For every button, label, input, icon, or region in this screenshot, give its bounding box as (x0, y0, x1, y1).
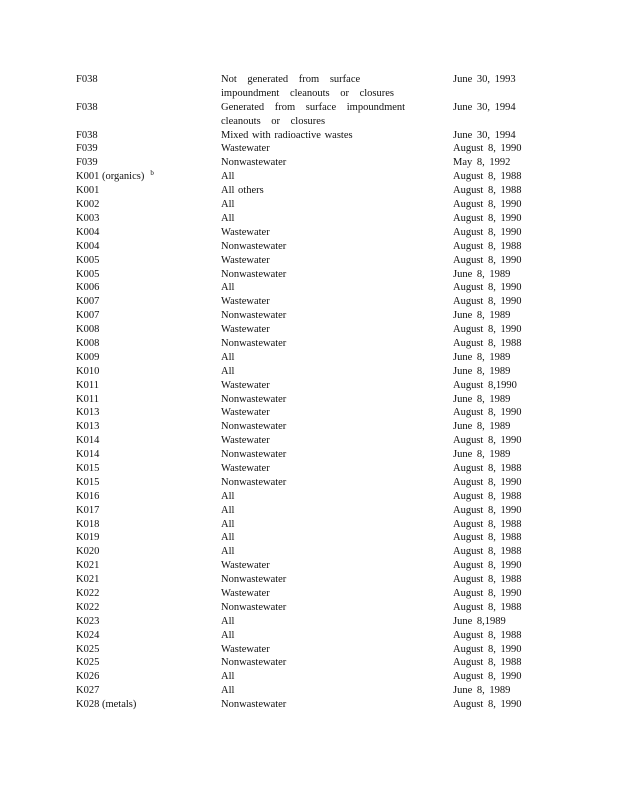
table-row (0, 170, 618, 184)
table-row (0, 656, 618, 670)
waste-description: Wastewater (221, 143, 270, 155)
effective-date: August 8, 1990 (453, 296, 522, 308)
waste-description: Wastewater (221, 296, 270, 308)
effective-date: August 8, 1990 (453, 254, 522, 266)
waste-code (76, 504, 99, 518)
waste-code-text: K005 (76, 268, 100, 280)
waste-description: Generated from surface impoundment cleanouts or closures (221, 101, 406, 127)
table-row (0, 156, 618, 170)
effective-date: June 30, 1993 (453, 74, 516, 85)
table-row (0, 545, 618, 559)
waste-description: All (221, 199, 235, 211)
effective-date: June 8, 1989 (453, 393, 511, 405)
effective-date: June 8,1989 (453, 615, 506, 627)
table-row (0, 476, 618, 490)
table-row (0, 573, 618, 587)
waste-code (76, 462, 99, 476)
waste-description: Nonwastewater (221, 699, 287, 711)
waste-code (76, 240, 99, 254)
waste-description: All (221, 365, 235, 377)
waste-code-text: F038 (76, 101, 98, 113)
waste-code (76, 295, 99, 309)
waste-description: Not generated from surface impoundment cleanouts or closures (221, 74, 395, 99)
waste-code-text: K011 (76, 379, 99, 391)
effective-date: June 8, 1989 (453, 421, 511, 433)
table-row (0, 351, 618, 365)
effective-date: August 8, 1988 (453, 490, 522, 502)
table-row (0, 643, 618, 657)
waste-code (76, 684, 99, 698)
waste-code (76, 73, 98, 87)
effective-date: August 8, 1988 (453, 629, 522, 641)
waste-code-text: K018 (76, 518, 100, 530)
table-row (0, 309, 618, 323)
table-row (0, 670, 618, 684)
waste-code (76, 406, 99, 420)
effective-date: August 8, 1990 (453, 212, 522, 224)
waste-code (76, 545, 99, 559)
effective-date: August 8, 1988 (453, 657, 522, 669)
waste-code (76, 559, 99, 573)
waste-description: All (221, 546, 235, 558)
effective-date: August 8, 1990 (453, 699, 522, 711)
waste-description: Wastewater (221, 379, 270, 391)
table-row (0, 129, 618, 143)
table-row (0, 184, 618, 198)
waste-description: All (221, 532, 235, 544)
table-row (0, 698, 618, 712)
waste-code (76, 212, 99, 226)
waste-code (76, 531, 99, 545)
table-row (0, 365, 618, 379)
waste-code (76, 156, 98, 170)
table-row (0, 212, 618, 226)
waste-description: Nonwastewater (221, 240, 287, 252)
effective-date: August 8,1990 (453, 379, 517, 391)
effective-date: August 8, 1990 (453, 407, 522, 419)
waste-description: Nonwastewater (221, 337, 287, 349)
waste-description: All (221, 629, 235, 641)
waste-code-text: K026 (76, 671, 100, 683)
waste-code (76, 309, 99, 323)
table-row (0, 198, 618, 212)
waste-code-table (0, 73, 618, 712)
table-row (0, 490, 618, 504)
effective-date: June 8, 1989 (453, 365, 511, 377)
waste-code-text: K015 (76, 476, 100, 488)
effective-date: August 8, 1990 (453, 282, 522, 294)
table-row (0, 73, 618, 101)
waste-code-text: K020 (76, 546, 100, 558)
waste-description: All (221, 171, 235, 183)
waste-code (76, 518, 99, 532)
waste-code-text: K025 (76, 643, 100, 655)
waste-description: Nonwastewater (221, 601, 287, 613)
waste-description: All others (221, 185, 264, 197)
table-row (0, 448, 618, 462)
waste-code-text: K022 (76, 601, 100, 613)
effective-date: August 8, 1988 (453, 337, 522, 349)
waste-code-text: K014 (76, 435, 100, 447)
effective-date: August 8, 1988 (453, 546, 522, 558)
waste-code (76, 698, 136, 712)
effective-date: August 8, 1990 (453, 643, 522, 655)
waste-code (76, 142, 98, 156)
effective-date: August 8, 1988 (453, 601, 522, 613)
effective-date: June 30, 1994 (453, 101, 516, 113)
waste-code-text: K022 (76, 587, 100, 599)
effective-date: August 8, 1990 (453, 504, 522, 516)
waste-code (76, 420, 99, 434)
table-row (0, 601, 618, 615)
waste-code (76, 198, 99, 212)
waste-description: Nonwastewater (221, 157, 287, 169)
waste-code-text: K016 (76, 490, 100, 502)
table-row (0, 393, 618, 407)
waste-code (76, 170, 154, 184)
table-row (0, 379, 618, 393)
waste-code-text: K008 (76, 324, 100, 336)
waste-description: Nonwastewater (221, 393, 287, 405)
effective-date: August 8, 1988 (453, 171, 522, 183)
waste-code (76, 365, 99, 379)
footnote-marker: b (150, 168, 154, 177)
waste-description: All (221, 351, 235, 363)
effective-date: June 8, 1989 (453, 685, 511, 697)
waste-description: All (221, 685, 235, 697)
table-row (0, 587, 618, 601)
waste-code (76, 615, 99, 629)
waste-code-text: F038 (76, 129, 98, 141)
waste-code (76, 573, 99, 587)
waste-code (76, 337, 99, 351)
effective-date: August 8, 1990 (453, 199, 522, 211)
effective-date: August 8, 1990 (453, 476, 522, 488)
waste-code (76, 643, 99, 657)
waste-code (76, 184, 99, 198)
table-row (0, 531, 618, 545)
effective-date: August 8, 1990 (453, 435, 522, 447)
effective-date: June 8, 1989 (453, 449, 511, 461)
waste-code (76, 587, 99, 601)
effective-date: June 8, 1989 (453, 310, 511, 322)
waste-description: Wastewater (221, 587, 270, 599)
effective-date: August 8, 1990 (453, 560, 522, 572)
waste-code (76, 226, 99, 240)
effective-date: August 8, 1990 (453, 671, 522, 683)
waste-code-text: K025 (76, 657, 100, 669)
waste-code-text: K004 (76, 240, 100, 252)
table-row (0, 615, 618, 629)
table-row (0, 629, 618, 643)
waste-code (76, 448, 99, 462)
waste-code (76, 323, 99, 337)
waste-description: All (221, 615, 235, 627)
waste-code-text: K021 (76, 560, 100, 572)
table-row (0, 101, 618, 129)
table-row (0, 462, 618, 476)
waste-description: Wastewater (221, 462, 270, 474)
waste-code-text: K011 (76, 393, 99, 405)
waste-code-text: K003 (76, 212, 100, 224)
table-row (0, 268, 618, 282)
waste-code-text: K013 (76, 421, 100, 433)
waste-code (76, 656, 99, 670)
table-row (0, 281, 618, 295)
table-row (0, 420, 618, 434)
waste-description: All (221, 671, 235, 683)
waste-code-text: K027 (76, 685, 100, 697)
waste-description: Wastewater (221, 643, 270, 655)
effective-date: August 8, 1990 (453, 324, 522, 336)
waste-description: Nonwastewater (221, 268, 287, 280)
waste-description: Nonwastewater (221, 657, 287, 669)
waste-code-text: K010 (76, 365, 100, 377)
waste-code-text: K024 (76, 629, 100, 641)
waste-code-text: K005 (76, 254, 100, 266)
table-row (0, 295, 618, 309)
waste-description: Wastewater (221, 324, 270, 336)
waste-description: Mixed with radioactive wastes (221, 129, 353, 141)
effective-date: August 8, 1988 (453, 518, 522, 530)
waste-code (76, 281, 99, 295)
waste-description: Nonwastewater (221, 421, 287, 433)
effective-date: August 8, 1990 (453, 587, 522, 599)
waste-description: All (221, 212, 235, 224)
waste-code-text: K001 (organics) (76, 171, 145, 183)
table-row (0, 240, 618, 254)
waste-description: Wastewater (221, 560, 270, 572)
waste-description: All (221, 518, 235, 530)
effective-date: June 8, 1989 (453, 268, 511, 280)
waste-code-text: K021 (76, 574, 100, 586)
effective-date: June 8, 1989 (453, 351, 511, 363)
waste-code (76, 268, 99, 282)
waste-code-text: F039 (76, 157, 98, 169)
table-row (0, 323, 618, 337)
waste-code-text: K006 (76, 282, 100, 294)
waste-description: Nonwastewater (221, 574, 287, 586)
effective-date: August 8, 1988 (453, 462, 522, 474)
effective-date: August 8, 1988 (453, 185, 522, 197)
waste-code (76, 629, 99, 643)
waste-description: Wastewater (221, 407, 270, 419)
table-row (0, 142, 618, 156)
waste-code-text: F038 (76, 74, 98, 85)
waste-code-text: K002 (76, 199, 100, 211)
waste-description: Nonwastewater (221, 476, 287, 488)
waste-code (76, 490, 99, 504)
waste-code (76, 476, 99, 490)
table-row (0, 337, 618, 351)
waste-code-text: K015 (76, 462, 100, 474)
table-row (0, 434, 618, 448)
table-row (0, 254, 618, 268)
waste-description: Wastewater (221, 254, 270, 266)
waste-code (76, 254, 99, 268)
waste-code-text: F039 (76, 143, 98, 155)
waste-code-text: K009 (76, 351, 100, 363)
effective-date: June 30, 1994 (453, 129, 516, 141)
waste-code-text: K008 (76, 337, 100, 349)
waste-code-text: K001 (76, 185, 100, 197)
waste-code-text: K007 (76, 310, 100, 322)
waste-code (76, 670, 99, 684)
effective-date: August 8, 1990 (453, 226, 522, 238)
waste-code-text: K017 (76, 504, 100, 516)
waste-code-text: K023 (76, 615, 100, 627)
waste-code-text: K007 (76, 296, 100, 308)
table-row (0, 684, 618, 698)
waste-code-text: K019 (76, 532, 100, 544)
waste-description: Wastewater (221, 435, 270, 447)
waste-code (76, 351, 99, 365)
table-row (0, 226, 618, 240)
waste-code (76, 393, 99, 407)
waste-code (76, 379, 99, 393)
waste-description: All (221, 504, 235, 516)
waste-description: Nonwastewater (221, 310, 287, 322)
waste-code (76, 434, 99, 448)
effective-date: August 8, 1988 (453, 532, 522, 544)
table-row (0, 504, 618, 518)
table-row (0, 406, 618, 420)
table-row (0, 559, 618, 573)
waste-code-text: K014 (76, 449, 100, 461)
waste-description: All (221, 282, 235, 294)
waste-code (76, 601, 99, 615)
waste-code-text: K028 (metals) (76, 699, 137, 711)
effective-date: August 8, 1988 (453, 240, 522, 252)
waste-description: Wastewater (221, 226, 270, 238)
effective-date: August 8, 1990 (453, 143, 522, 155)
waste-description: Nonwastewater (221, 449, 287, 461)
waste-code-text: K004 (76, 226, 100, 238)
waste-code-text: K013 (76, 407, 100, 419)
effective-date: May 8, 1992 (453, 157, 511, 169)
effective-date: August 8, 1988 (453, 574, 522, 586)
table-row (0, 518, 618, 532)
waste-description: All (221, 490, 235, 502)
waste-code (76, 101, 98, 115)
waste-code (76, 129, 98, 143)
